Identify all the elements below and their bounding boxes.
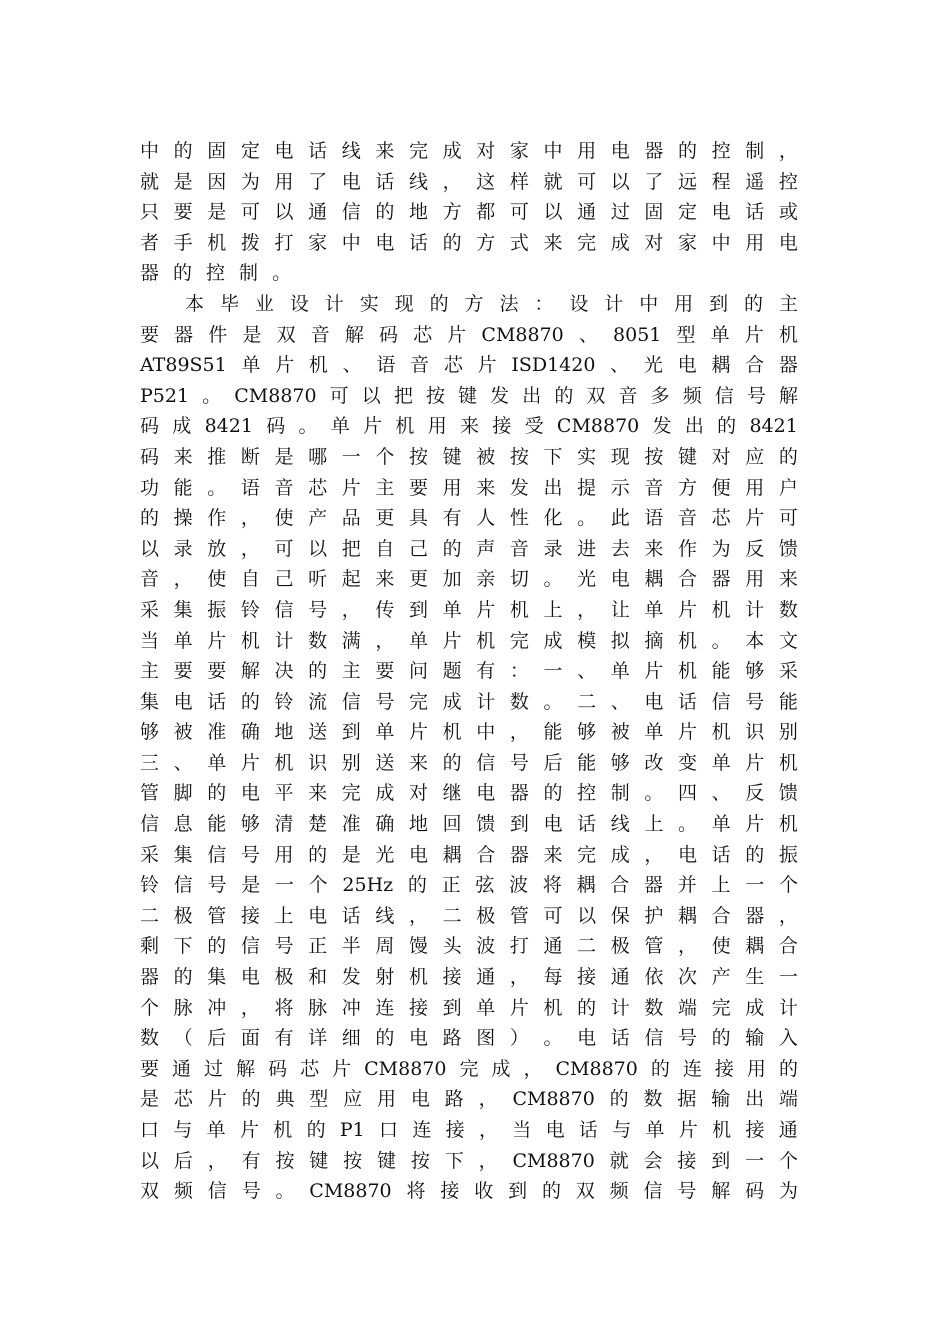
body-text [140,136,798,1207]
text-line: 者 手 机 拨 打 家 中 电 话 的 方 式 来 完 成 对 家 中 用 电 [140,231,798,254]
text-line: 以 录 放 ， 可 以 把 自 己 的 声 音 录 进 去 来 作 为 反 馈 [140,537,798,560]
text-line: 数 （ 后 面 有 详 细 的 电 路 图 ） 。 电 话 信 号 的 输 入 [140,1027,798,1050]
text-line: 要 通 过 解 码 芯 片 CM8870 完 成 ， CM8870 的 连 接 用 的 [140,1057,798,1080]
text-line: 就 是 因 为 用 了 电 话 线 ， 这 样 就 可 以 了 远 程 遥 控 [140,170,798,193]
text-line: 器 的 控 制 。 [140,262,292,285]
text-line: AT89S51 单 片 机 、 语 音 芯 片 ISD1420 、 光 电 耦 合 器 [140,354,798,377]
text-line: 功 能 。 语 音 芯 片 主 要 用 来 发 出 提 示 音 方 便 用 户 [140,476,798,499]
text-line: 主 要 要 解 决 的 主 要 问 题 有 ： 一 、 单 片 机 能 够 采 [140,660,798,683]
text-line: 够 被 准 确 地 送 到 单 片 机 中 ， 能 够 被 单 片 机 识 别 [140,721,798,744]
text-line: 铃 信 号 是 一 个 25Hz 的 正 弦 波 将 耦 合 器 并 上 一 个 [140,874,798,897]
text-line: 中 的 固 定 电 话 线 来 完 成 对 家 中 用 电 器 的 控 制 ， [140,140,798,162]
text-line: 当 单 片 机 计 数 满 ， 单 片 机 完 成 模 拟 摘 机 。 本 文 [140,629,798,652]
text-line: 双 频 信 号 。 CM8870 将 接 收 到 的 双 频 信 号 解 码 为 [140,1180,798,1203]
text-line: 三 、 单 片 机 识 别 送 来 的 信 号 后 能 够 改 变 单 片 机 [140,751,798,774]
text-line: 采 集 信 号 用 的 是 光 电 耦 合 器 来 完 成 ， 电 话 的 振 [140,843,798,866]
text-line: P521 。 CM8870 可 以 把 按 键 发 出 的 双 音 多 频 信 号 解 [140,384,798,407]
text-line: 的 操 作 ， 使 产 品 更 具 有 人 性 化 。 此 语 音 芯 片 可 [140,507,798,530]
text-line: 器 的 集 电 极 和 发 射 机 接 通 ， 每 接 通 依 次 产 生 一 [140,966,798,989]
text-line: 信 息 能 够 清 楚 准 确 地 回 馈 到 电 话 线 上 。 单 片 机 [140,813,798,836]
text-line: 是 芯 片 的 典 型 应 用 电 路 ， CM8870 的 数 据 输 出 端 [140,1088,798,1111]
text-line: 二 极 管 接 上 电 话 线 ， 二 极 管 可 以 保 护 耦 合 器 ， [140,904,798,927]
text-line: 码 来 推 断 是 哪 一 个 按 键 被 按 下 实 现 按 键 对 应 的 [140,445,798,468]
text-line: 码 成 8421 码 。 单 片 机 用 来 接 受 CM8870 发 出 的 8421 [140,415,798,438]
text-line: 管 脚 的 电 平 来 完 成 对 继 电 器 的 控 制 。 四 、 反 馈 [140,782,798,805]
text-line: 个 脉 冲 ， 将 脉 冲 连 接 到 单 片 机 的 计 数 端 完 成 计 [140,996,798,1019]
text-line: 要 器 件 是 双 音 解 码 芯 片 CM8870 、 8051 型 单 片 机 [140,323,798,346]
text-line: 集 电 话 的 铃 流 信 号 完 成 计 数 。 二 、 电 话 信 号 能 [140,690,798,713]
text-line: 音 ， 使 自 己 听 起 来 更 加 亲 切 。 光 电 耦 合 器 用 来 [140,568,798,591]
text-line: 只 要 是 可 以 通 信 的 地 方 都 可 以 通 过 固 定 电 话 或 [140,201,798,224]
text-line: 本 毕 业 设 计 实 现 的 方 法 ： 设 计 中 用 到 的 主 [185,292,798,315]
text-line: 口 与 单 片 机 的 P1 口 连 接 ， 当 电 话 与 单 片 机 接 通 [140,1119,798,1141]
text-line: 剩 下 的 信 号 正 半 周 馒 头 波 打 通 二 极 管 ， 使 耦 合 [140,935,798,958]
text-line: 采 集 振 铃 信 号 ， 传 到 单 片 机 上 ， 让 单 片 机 计 数 [140,598,798,621]
text-line: 以 后 ， 有 按 键 按 键 按 下 ， CM8870 就 会 接 到 一 个 [140,1149,798,1172]
